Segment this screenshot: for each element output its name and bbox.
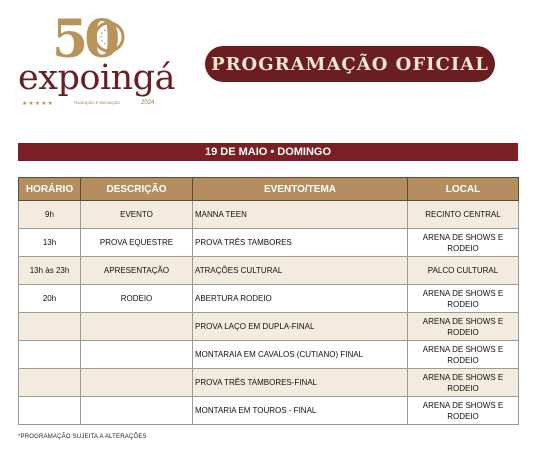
cell-horario: 13h às 23h	[19, 257, 81, 285]
cell-horario: 9h	[19, 201, 81, 229]
table-row	[19, 257, 519, 285]
cell-descricao: RODEIO	[81, 285, 193, 313]
cell-horario: 13h	[19, 229, 81, 257]
cell-descricao: PROVA EQUESTRE	[81, 229, 193, 257]
cell-evento: ABERTURA RODEIO	[193, 285, 408, 313]
cell-evento: MANNA TEEN	[193, 201, 408, 229]
cell-local: ARENA DE SHOWS E RODEIO	[408, 397, 519, 425]
schedule-table	[18, 177, 519, 425]
cell-horario	[19, 369, 81, 397]
cell-descricao: APRESENTAÇÃO	[81, 257, 193, 285]
cell-descricao	[81, 341, 193, 369]
cell-local: ARENA DE SHOWS E RODEIO	[408, 369, 519, 397]
header-descricao: DESCRIÇÃO	[81, 178, 193, 201]
table-row	[19, 285, 519, 313]
cell-evento: PROVA TRÊS TAMBORES	[193, 229, 408, 257]
header-evento: EVENTO/TEMA	[193, 178, 408, 201]
cell-evento: MONTARAIA EM CAVALOS (CUTIANO) FINAL	[193, 341, 408, 369]
footnote: *PROGRAMAÇÃO SUJEITA A ALTERAÇÕES	[18, 434, 147, 440]
cell-local: ARENA DE SHOWS E RODEIO	[408, 313, 519, 341]
logo-year: 2024	[141, 100, 155, 106]
cell-evento: MONTARIA EM TOUROS - FINAL	[193, 397, 408, 425]
cell-horario	[19, 397, 81, 425]
title-pill	[205, 46, 495, 82]
cell-local: ARENA DE SHOWS E RODEIO	[408, 229, 519, 257]
cell-descricao	[81, 397, 193, 425]
cell-evento: ATRAÇÕES CULTURAL	[193, 257, 408, 285]
cell-horario	[19, 341, 81, 369]
cell-local: RECINTO CENTRAL	[408, 201, 519, 229]
cell-local: ARENA DE SHOWS E RODEIO	[408, 341, 519, 369]
table-row	[19, 313, 519, 341]
cell-descricao	[81, 313, 193, 341]
table-header-row	[19, 178, 519, 201]
table-row	[19, 397, 519, 425]
page-title: PROGRAMAÇÃO OFICIAL	[211, 53, 489, 75]
table-row	[19, 229, 519, 257]
date-label: 19 DE MAIO • DOMINGO	[204, 146, 332, 158]
date-banner	[18, 143, 518, 161]
cell-horario: 20h	[19, 285, 81, 313]
logo-wordmark: expoingá	[18, 58, 175, 98]
cell-descricao: EVENTO	[81, 201, 193, 229]
cell-horario	[19, 313, 81, 341]
logo-tagline: TRADIÇÃO E INOVAÇÃO	[73, 100, 121, 105]
cell-evento: PROVA LAÇO EM DUPLA-FINAL	[193, 313, 408, 341]
table-row	[19, 369, 519, 397]
cell-local: PALCO CULTURAL	[408, 257, 519, 285]
table-row	[19, 201, 519, 229]
logo-stars: ★★★★★	[22, 101, 54, 107]
cell-evento: PROVA TRÊS TAMBORES-FINAL	[193, 369, 408, 397]
header-local: LOCAL	[408, 178, 519, 201]
expoinga-logo	[18, 9, 175, 115]
logo-ring-icon	[92, 20, 126, 54]
cell-local: ARENA DE SHOWS E RODEIO	[408, 285, 519, 313]
table-row	[19, 341, 519, 369]
cell-descricao	[81, 369, 193, 397]
header-horario: HORÁRIO	[19, 178, 81, 201]
logo-number: 50	[52, 9, 117, 70]
